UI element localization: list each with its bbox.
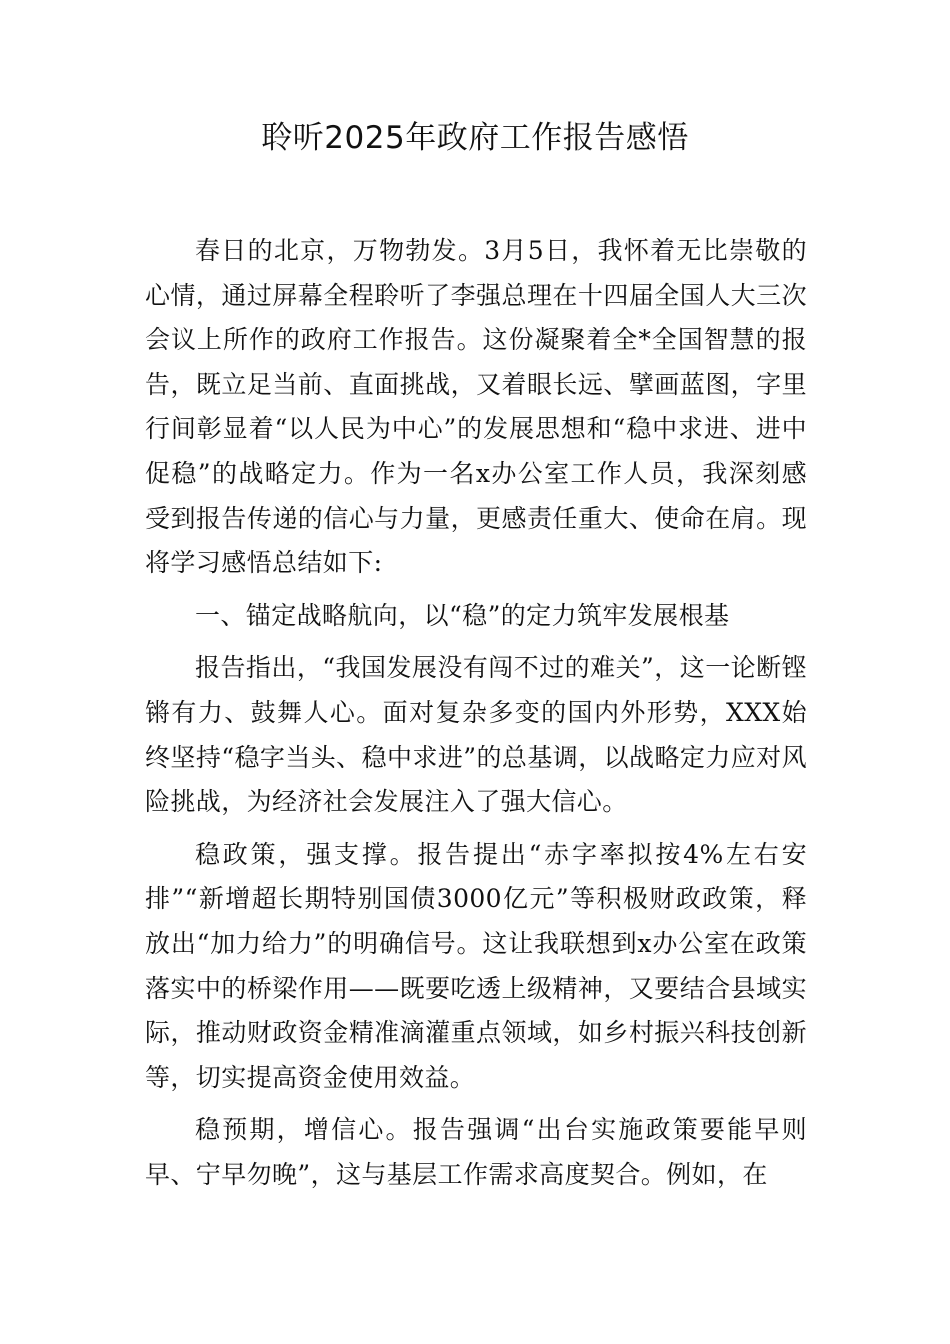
section-heading: 一、锚定战略航向，以“稳”的定力筑牢发展根基 (195, 600, 730, 630)
document-body (145, 229, 807, 1197)
intro-paragraph: 春日的北京，万物勃发。3月5日，我怀着无比崇敬的心情，通过屏幕全程聆听了李强总理在十四届全国人大三次会议上所作的政府工作报告。这份凝聚着全*全国智慧的报告，既立足当前、直面挑战，又着眼长远、擘画蓝图，字里行间彰显着“以人民为中心”的发展思想和“稳中求进、进中促稳”的战略定力。作为一名x办公室工作人员，我深刻感受到报告传递的信心与力量，更感责任重大、使命在肩。现将学习感悟总结如下: (145, 236, 807, 578)
paragraph-confidence: 报告指出，“我国发展没有闯不过的难关”，这一论断铿锵有力、鼓舞人心。面对复杂多变的国内外形势，XXX始终坚持“稳字当头、稳中求进”的总基调，以战略定力应对风险挑战，为经济社会发展注入了强大信心。 (145, 653, 807, 817)
paragraph-stable-expectation: 稳预期，增信心。报告强调“出台实施政策要能早则早、宁早勿晚”，这与基层工作需求高度契合。例如，在 (145, 1115, 807, 1189)
paragraph-stable-policy: 稳政策，强支撑。报告提出“赤字率拟按4%左右安排”“新增超长期特别国债3000亿元”等积极财政政策，释放出“加力给力”的明确信号。这让我联想到x办公室在政策落实中的桥梁作用——既要吃透上级精神，又要结合县域实际，推动财政资金精准滴灌重点领域，如乡村振兴科技创新等，切实提高资金使用效益。 (145, 839, 807, 1092)
document-title: 聆听2025年政府工作报告感悟 (261, 120, 689, 156)
